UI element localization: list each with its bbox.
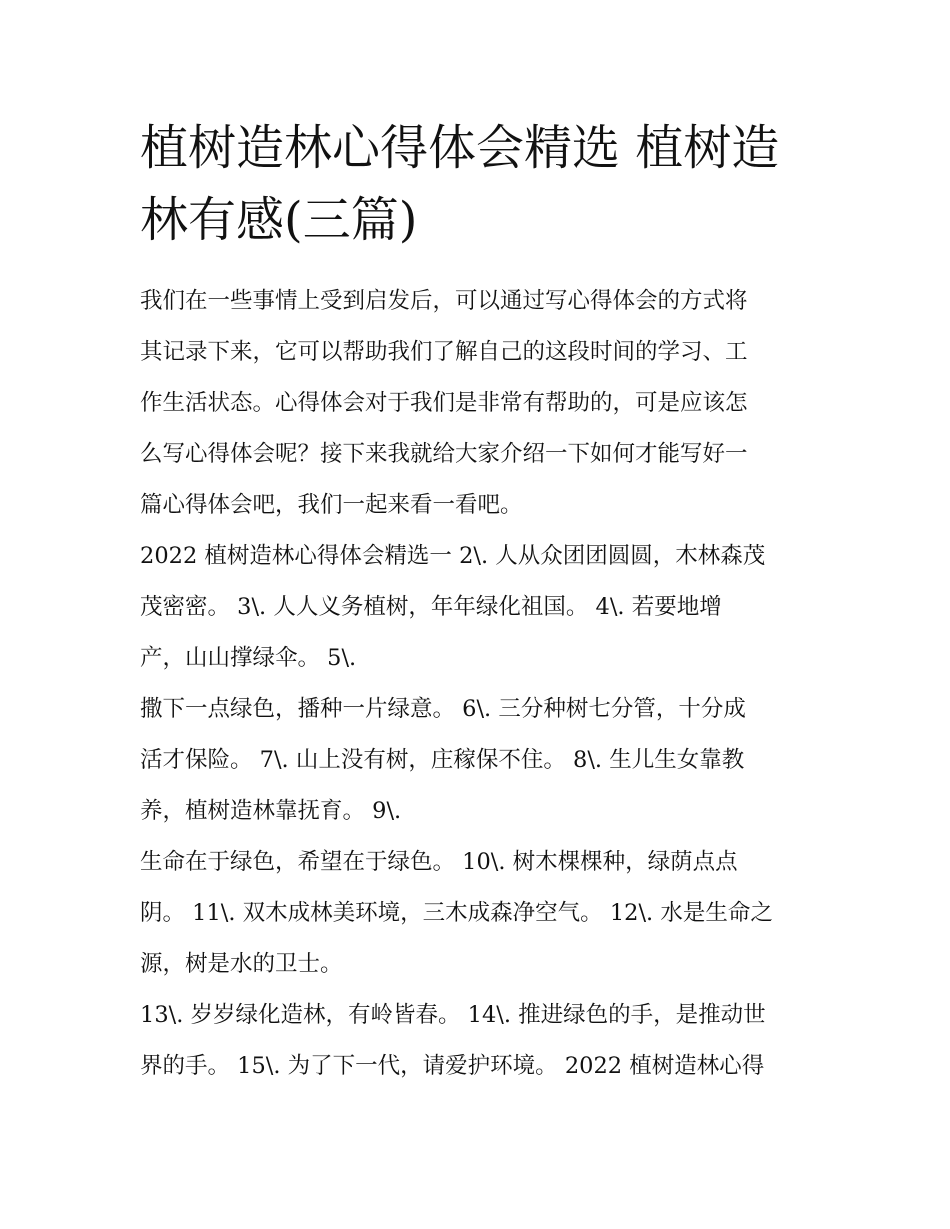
text-line: 2022 植树造林心得体会精选一 2\. 人从众团团圆圆，木林森茂 bbox=[140, 543, 766, 569]
text-line: 我们在一些事情上受到启发后，可以通过写心得体会的方式将 bbox=[140, 288, 748, 314]
text-line: 篇心得体会吧，我们一起来看一看吧。 bbox=[140, 492, 523, 518]
text-line: 养，植树造林靠抚育。 9\. bbox=[140, 798, 402, 824]
title-line: 林有感(三篇) bbox=[140, 192, 418, 248]
text-line: 撒下一点绿色，播种一片绿意。 6\. 三分种树七分管，十分成 bbox=[140, 696, 746, 722]
text-line: 界的手。 15\. 为了下一代，请爱护环境。 2022 植树造林心得 bbox=[140, 1053, 765, 1079]
text-line: 13\. 岁岁绿化造林，有岭皆春。 14\. 推进绿色的手，是推动世 bbox=[140, 1002, 766, 1028]
text-line: 么写心得体会呢？接下来我就给大家介绍一下如何才能写好一 bbox=[140, 441, 748, 467]
paragraph-slogans-4 bbox=[140, 990, 812, 1092]
document-title bbox=[140, 112, 812, 256]
text-line: 茂密密。 3\. 人人义务植树，年年绿化祖国。 4\. 若要地增 bbox=[140, 594, 722, 620]
title-line: 植树造林心得体会精选 植树造 bbox=[140, 120, 780, 176]
text-line: 产，山山撑绿伞。 5\. bbox=[140, 645, 357, 671]
paragraph-intro bbox=[140, 276, 812, 531]
paragraph-slogans-1 bbox=[140, 531, 812, 684]
text-line: 其记录下来，它可以帮助我们了解自己的这段时间的学习、工 bbox=[140, 339, 748, 365]
paragraph-slogans-3 bbox=[140, 837, 812, 990]
text-line: 作生活状态。心得体会对于我们是非常有帮助的，可是应该怎 bbox=[140, 390, 748, 416]
document-page bbox=[140, 112, 812, 1092]
text-line: 源，树是水的卫士。 bbox=[140, 951, 343, 977]
paragraph-slogans-2 bbox=[140, 684, 812, 837]
text-line: 生命在于绿色，希望在于绿色。 10\. 树木棵棵种，绿荫点点 bbox=[140, 849, 738, 875]
document-body bbox=[140, 276, 812, 1092]
text-line: 阴。 11\. 双木成林美环境，三木成森净空气。 12\. 水是生命之 bbox=[140, 900, 773, 926]
text-line: 活才保险。 7\. 山上没有树，庄稼保不住。 8\. 生儿生女靠教 bbox=[140, 747, 745, 773]
